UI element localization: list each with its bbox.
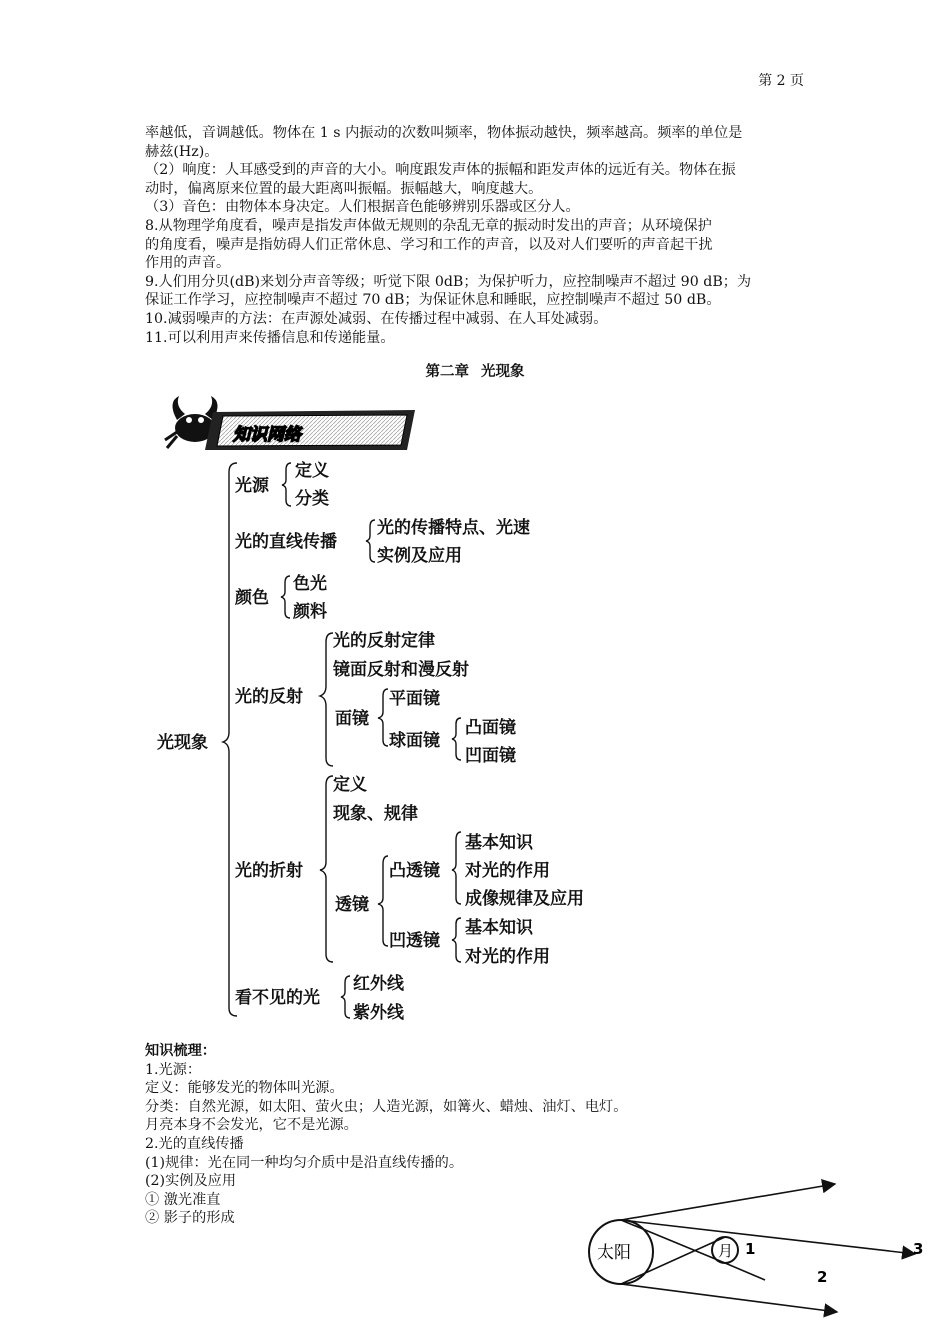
knowledge-network-figure [145,380,665,1030]
text-line: (2)实例及应用 [145,1173,237,1190]
text-line: 作用的声音。 [145,255,231,272]
tree-root: 光现象 [157,733,208,753]
top-text-block [145,124,810,347]
tree-leaf: 颜料 [293,602,327,622]
text-line: （2）响度：人耳感受到的声音的大小。响度跟发声体的振幅和距发声体的远近有关。物体在振 [145,162,736,179]
tree-node: 颜色 [235,588,269,608]
tree-leaf: 定义 [333,775,367,795]
text-line: ② 影子的形成 [145,1210,235,1227]
tree-node: 光的直线传播 [235,532,337,552]
text-line: 9.人们用分贝(dB)来划分声音等级；听觉下限 0dB；为保护听力，应控制噪声不超过 90 dB；为 [145,273,752,290]
chapter-title: 光现象 [481,364,525,380]
tree-leaf: 对光的作用 [465,861,550,881]
tree-leaf: 定义 [295,461,329,481]
knowledge-network-banner [205,410,415,450]
tree-leaf: 实例及应用 [377,546,462,566]
tree-leaf: 对光的作用 [465,947,550,967]
text-line: 率越低，音调越低。物体在 1 s 内振动的次数叫频率，物体振动越快，频率越高。频率的单位是 [145,125,743,141]
text-line: 的角度看，噪声是指妨碍人们正常休息、学习和工作的声音，以及对人们要听的声音起干扰 [145,236,713,253]
page-number: 第 2 页 [758,73,804,89]
tree-leaf: 镜面反射和漫反射 [333,660,469,680]
text-line: (1)规律：光在同一种均匀介质中是沿直线传播的。 [145,1154,464,1171]
text-line: 11.可以利用声来传播信息和传递能量。 [145,329,395,346]
text-line: （3）音色：由物体本身决定。人们根据音色能够辨别乐器或区分人。 [145,199,580,216]
tree-leaf: 色光 [293,574,327,594]
text-line: 赫兹(Hz)。 [145,143,219,160]
tree-node: 凸透镜 [389,861,440,881]
tree-leaf: 现象、规律 [333,804,418,824]
tree-leaf: 光的传播特点、光速 [377,518,530,538]
tree-leaf: 凹面镜 [465,746,516,766]
section-title: 知识梳理： [145,1043,216,1059]
sun-moon-diagram [585,1170,940,1330]
tree-leaf: 平面镜 [389,689,440,709]
text-line: 1.光源： [145,1061,202,1078]
tree-leaf: 成像规律及应用 [465,889,584,909]
tree-node: 光源 [235,476,269,496]
region-label: 1 [745,1240,756,1258]
tree-leaf: 分类 [295,489,329,509]
tree-leaf: 凸面镜 [465,718,516,738]
tree-node: 凹透镜 [389,931,440,951]
tree-node: 看不见的光 [235,988,320,1008]
text-line: 月亮本身不会发光，它不是光源。 [145,1117,358,1134]
text-line: 定义：能够发光的物体叫光源。 [145,1080,344,1097]
text-line: 10.减弱噪声的方法：在声源处减弱、在传播过程中减弱、在人耳处减弱。 [145,310,608,327]
tree-leaf: 红外线 [353,974,404,994]
region-label: 2 [817,1268,828,1286]
tree-node: 光的反射 [235,687,303,707]
tree-node: 面镜 [335,709,369,729]
tree-node: 透镜 [335,895,369,915]
chapter-heading [0,360,950,381]
text-line: 2.光的直线传播 [145,1135,244,1152]
text-line: 保证工作学习，应控制噪声不超过 70 dB；为保证休息和睡眠，应控制噪声不超过 50 dB。 [145,292,721,309]
tree-leaf: 光的反射定律 [333,631,435,651]
tree-node: 光的折射 [235,861,303,881]
text-line: ① 激光准直 [145,1191,221,1208]
sun-label: 太阳 [597,1243,631,1263]
chapter-number: 第二章 [425,364,469,380]
text-line: 8.从物理学角度看，噪声是指发声体做无规则的杂乱无章的振动时发出的声音；从环境保护 [145,217,712,234]
tree-node: 球面镜 [389,731,440,751]
banner-text: 知识网络 [233,425,301,445]
moon-label: 月 [718,1242,734,1260]
text-line: 分类：自然光源，如太阳、萤火虫；人造光源，如篝火、蜡烛、油灯、电灯。 [145,1098,628,1115]
tree-leaf: 基本知识 [465,918,533,938]
tree-leaf: 基本知识 [465,833,533,853]
region-label: 3 [913,1240,924,1258]
text-line: 动时，偏离原来位置的最大距离叫振幅。振幅越大，响度越大。 [145,180,543,197]
tree-leaf: 紫外线 [353,1003,404,1023]
